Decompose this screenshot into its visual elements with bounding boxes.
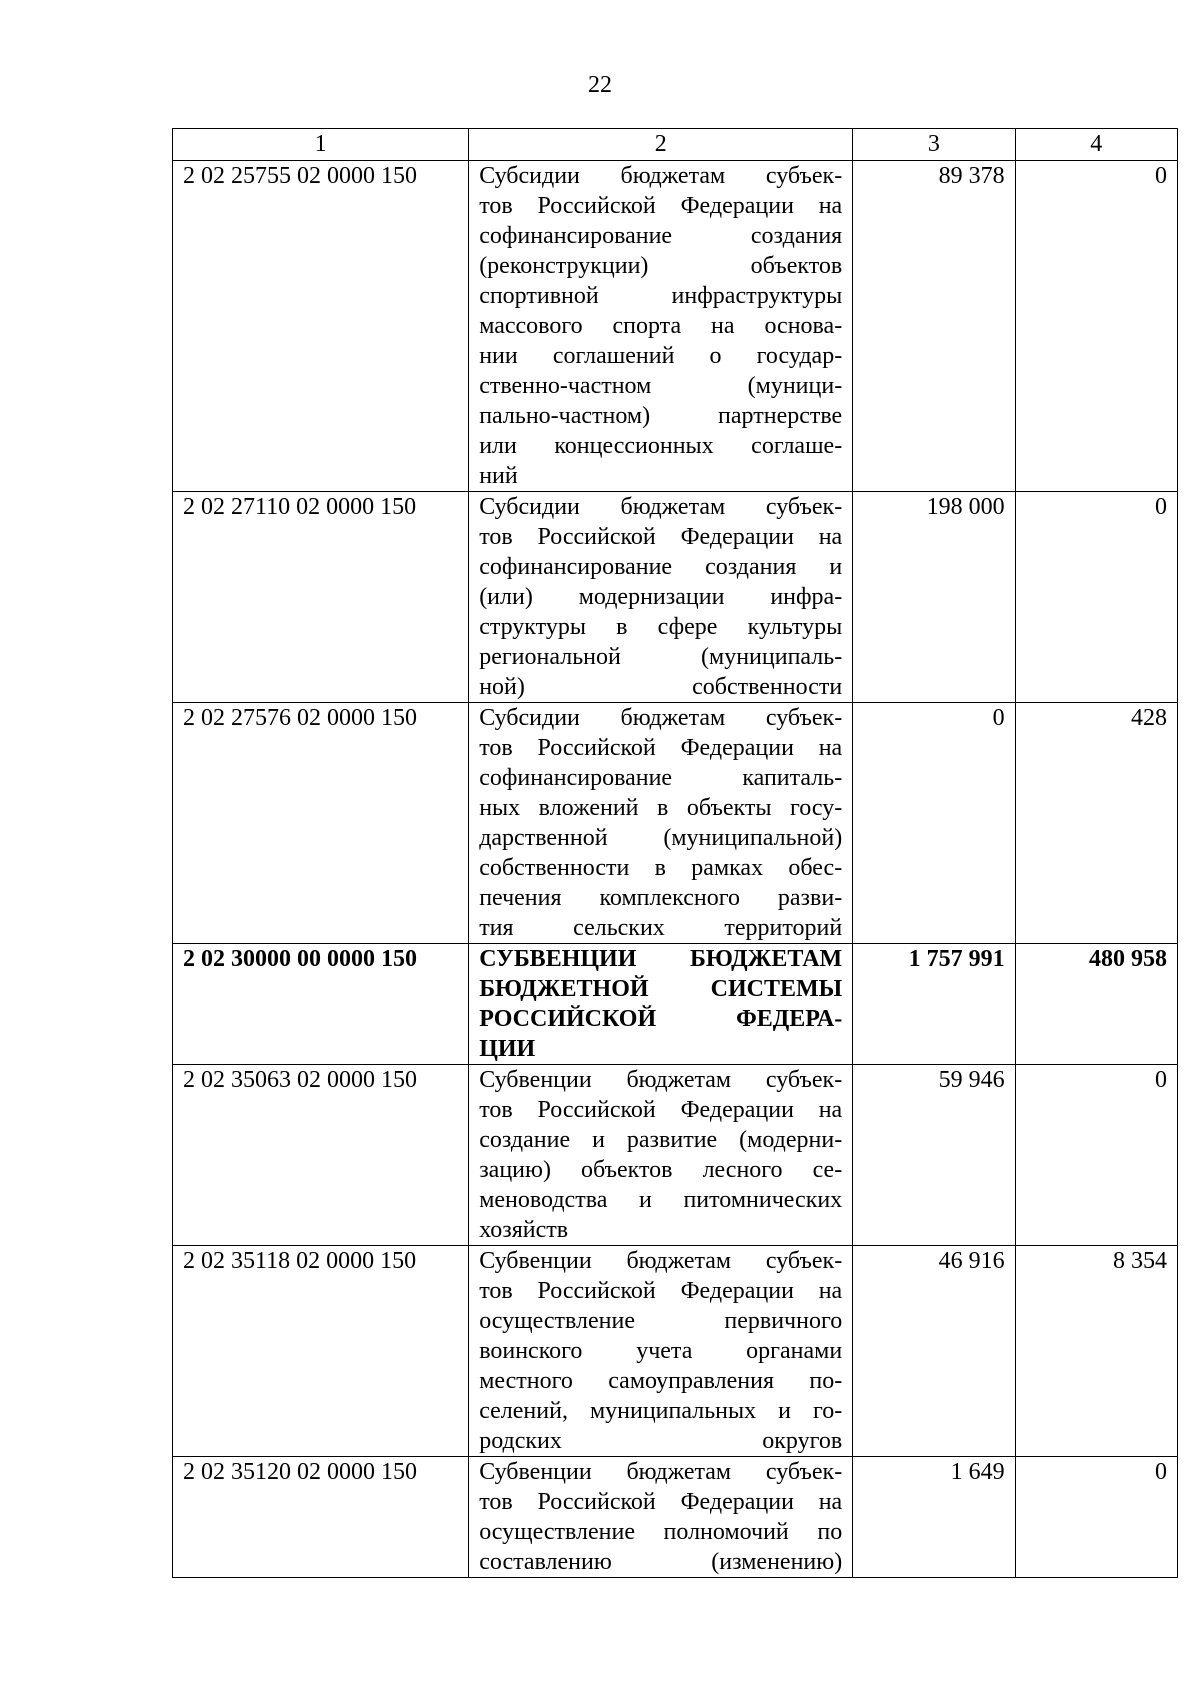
description-cell (469, 944, 853, 1065)
description-line: Субсидии бюджетам субъек- (479, 705, 843, 731)
description-line: региональной (муниципаль- (479, 644, 843, 670)
description-line: тов Российской Федерации на (479, 1278, 843, 1304)
table-row (173, 944, 1178, 1065)
table-row (173, 1246, 1178, 1457)
description-line: (реконструкции) объектов (479, 253, 843, 279)
column-header-3: 3 (853, 129, 1015, 161)
description-line: селений, муниципальных и го- (479, 1398, 843, 1424)
description-line: (или) модернизации инфра- (479, 584, 843, 610)
amount-col3-cell: 46 916 (853, 1246, 1015, 1457)
description-line: осуществление полномочий по (479, 1519, 843, 1545)
table-row (173, 1065, 1178, 1246)
page-number: 22 (588, 72, 612, 98)
description-line: воинского учета органами (479, 1338, 843, 1364)
description-line: софинансирование капиталь- (479, 765, 843, 791)
table-row (173, 161, 1178, 492)
description-line: нии соглашений о государ- (479, 343, 843, 369)
description-line: ний (479, 463, 518, 489)
description-line: ственно-частном (муници- (479, 373, 843, 399)
description-line: структуры в сфере культуры (479, 614, 843, 640)
description-cell (469, 1065, 853, 1246)
description-line: собственности в рамках обес- (479, 855, 843, 881)
description-line: софинансирование создания и (479, 554, 843, 580)
budget-code-cell: 2 02 35120 02 0000 150 (173, 1457, 469, 1578)
description-line: СУБВЕНЦИИ БЮДЖЕТАМ (479, 946, 843, 972)
amount-col3-cell: 1 649 (853, 1457, 1015, 1578)
description-line: составлению (изменению) (479, 1549, 843, 1575)
amount-col3-cell: 89 378 (853, 161, 1015, 492)
description-line: Субвенции бюджетам субъек- (479, 1248, 843, 1274)
description-line: ЦИИ (479, 1036, 536, 1062)
column-header-4: 4 (1015, 129, 1177, 161)
description-line: софинансирование создания (479, 223, 843, 249)
description-line: Субсидии бюджетам субъек- (479, 494, 843, 520)
amount-col3-cell: 1 757 991 (853, 944, 1015, 1065)
description-line: ной) собственности (479, 674, 843, 700)
amount-col4-cell: 428 (1015, 703, 1177, 944)
budget-code-cell: 2 02 35118 02 0000 150 (173, 1246, 469, 1457)
description-line: тов Российской Федерации на (479, 735, 843, 761)
description-line: осуществление первичного (479, 1308, 843, 1334)
revenue-table (172, 128, 1178, 1578)
description-line: зацию) объектов лесного се- (479, 1157, 843, 1183)
description-line: тов Российской Федерации на (479, 193, 843, 219)
description-line: БЮДЖЕТНОЙ СИСТЕМЫ (479, 976, 843, 1002)
table-body (173, 161, 1178, 1578)
description-cell (469, 161, 853, 492)
description-line: или концессионных соглаше- (479, 433, 843, 459)
amount-col3-cell: 0 (853, 703, 1015, 944)
budget-code-cell: 2 02 30000 00 0000 150 (173, 944, 469, 1065)
table-row (173, 492, 1178, 703)
table-row (173, 1457, 1178, 1578)
description-cell (469, 492, 853, 703)
description-line: пально-частном) партнерстве (479, 403, 843, 429)
amount-col3-cell: 198 000 (853, 492, 1015, 703)
description-cell (469, 1246, 853, 1457)
amount-col4-cell: 0 (1015, 492, 1177, 703)
description-line: РОССИЙСКОЙ ФЕДЕРА- (479, 1006, 843, 1032)
table-row (173, 703, 1178, 944)
description-line: ных вложений в объекты госу- (479, 795, 843, 821)
column-header-2: 2 (469, 129, 853, 161)
description-line: печения комплексного разви- (479, 885, 843, 911)
amount-col4-cell: 8 354 (1015, 1246, 1177, 1457)
description-line: тия сельских территорий (479, 915, 843, 941)
description-line: тов Российской Федерации на (479, 1489, 843, 1515)
amount-col4-cell: 0 (1015, 1457, 1177, 1578)
amount-col4-cell: 0 (1015, 1065, 1177, 1246)
description-line: массового спорта на основа- (479, 313, 843, 339)
amount-col3-cell: 59 946 (853, 1065, 1015, 1246)
description-line: Субвенции бюджетам субъек- (479, 1067, 843, 1093)
description-line: родских округов (479, 1428, 843, 1454)
description-line: тов Российской Федерации на (479, 1097, 843, 1123)
amount-col4-cell: 0 (1015, 161, 1177, 492)
description-cell (469, 1457, 853, 1578)
description-line: создание и развитие (модерни- (479, 1127, 843, 1153)
description-line: Субсидии бюджетам субъек- (479, 163, 843, 189)
description-line: дарственной (муниципальной) (479, 825, 843, 851)
description-line: спортивной инфраструктуры (479, 283, 843, 309)
table-header-row (173, 129, 1178, 161)
description-line: тов Российской Федерации на (479, 524, 843, 550)
budget-code-cell: 2 02 35063 02 0000 150 (173, 1065, 469, 1246)
budget-code-cell: 2 02 27110 02 0000 150 (173, 492, 469, 703)
description-line: Субвенции бюджетам субъек- (479, 1459, 843, 1485)
description-line: меноводства и питомнических (479, 1187, 843, 1213)
amount-col4-cell: 480 958 (1015, 944, 1177, 1065)
description-cell (469, 703, 853, 944)
budget-code-cell: 2 02 27576 02 0000 150 (173, 703, 469, 944)
budget-code-cell: 2 02 25755 02 0000 150 (173, 161, 469, 492)
column-header-1: 1 (173, 129, 469, 161)
description-line: местного самоуправления по- (479, 1368, 843, 1394)
description-line: хозяйств (479, 1217, 569, 1243)
